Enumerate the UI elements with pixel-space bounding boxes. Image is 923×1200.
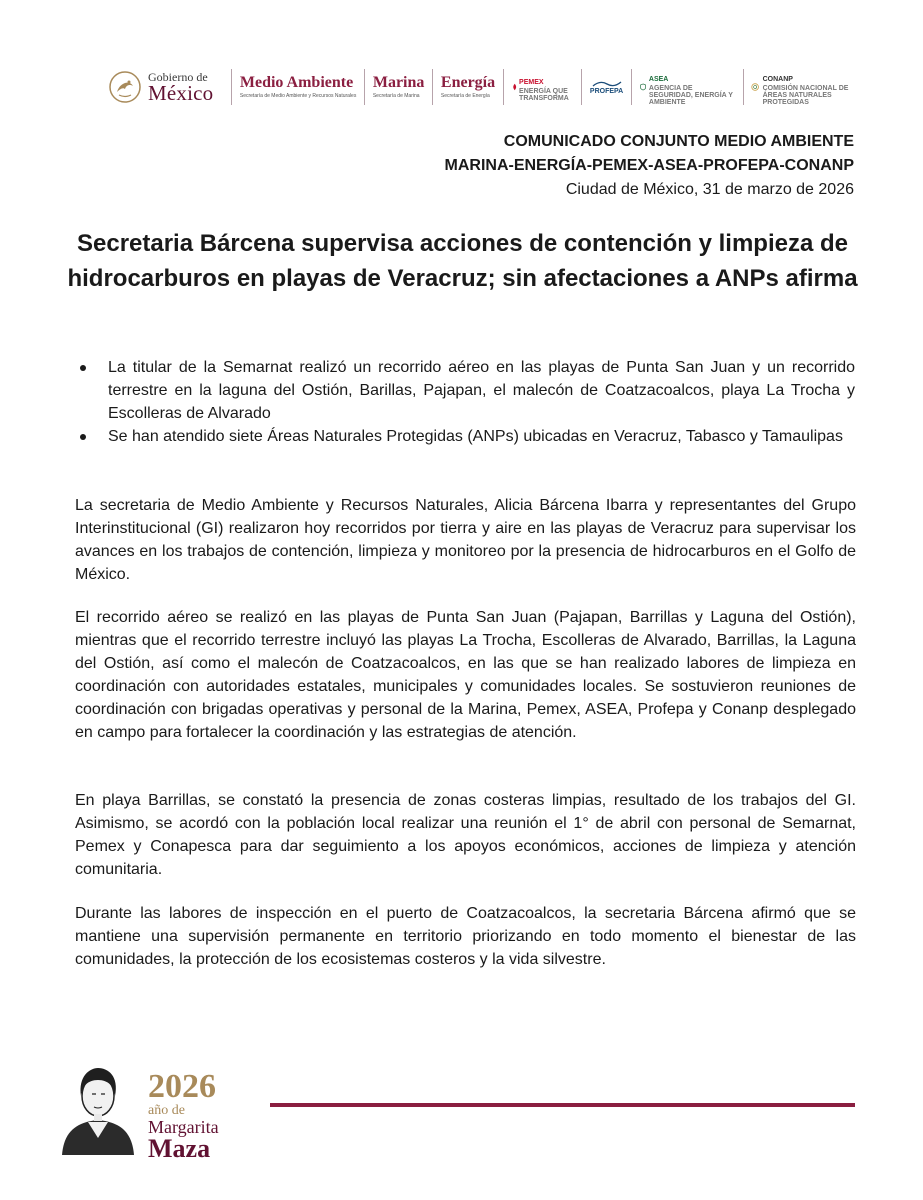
list-item bbox=[78, 425, 855, 448]
agency-sub: Secretaría de Medio Ambiente y Recursos Naturales bbox=[239, 93, 357, 99]
agency-name: Medio Ambiente bbox=[239, 74, 354, 91]
conanp-logo bbox=[751, 69, 868, 106]
profepa-logo bbox=[590, 80, 623, 95]
name-line-2: Maza bbox=[148, 1134, 211, 1163]
name-line-1: Margarita bbox=[148, 1117, 219, 1137]
communique-line-2: MARINA-ENERGÍA-PEMEX-ASEA-PROFEPA-CONANP bbox=[444, 157, 854, 174]
year-of-margarita-maza-emblem bbox=[148, 1070, 219, 1162]
divider bbox=[581, 69, 582, 105]
highlights-list bbox=[78, 356, 855, 448]
asea-shield-icon bbox=[640, 80, 646, 94]
asea-logo bbox=[640, 69, 735, 106]
pemex-text: PEMEX bbox=[519, 79, 544, 86]
pemex-logo bbox=[512, 72, 574, 102]
pemex-flame-icon bbox=[512, 81, 517, 93]
gobierno-de-mexico-logo bbox=[108, 64, 223, 110]
list-item bbox=[78, 356, 855, 425]
agency-name: Marina bbox=[372, 74, 425, 91]
divider bbox=[743, 69, 744, 105]
agency-logo-marina bbox=[373, 75, 425, 99]
gobierno-small-text: Gobierno de bbox=[148, 69, 208, 84]
agency-sub: Secretaría de Marina bbox=[372, 93, 420, 99]
communique-line-1: COMUNICADO CONJUNTO MEDIO AMBIENTE bbox=[503, 133, 854, 150]
divider bbox=[432, 69, 433, 105]
paragraph-4: Durante las labores de inspección en el puerto de Coatzacoalcos, la secretaria Bárcena afirmó que se mantiene una supervisión permanente en territorio priorizando en todo momento el bienestar de las comunidades, la protección de los ecosistemas costeros y la vida silvestre. bbox=[75, 905, 856, 968]
paragraph-2: El recorrido aéreo se realizó en las playas de Punta San Juan (Pajapan, Barrillas y Laguna del Ostión), mientras que el recorrido terrestre incluyó las playas La Trocha, Escolleras de Alvarado, Barrillas, la Laguna del Ostión, así como el malecón de Coatzacoalcos, en las que se han realizado labores de limpieza en coordinación con autoridades estatales, municipales y comunidades locales. Se sostuvieron reuniones de coordinación con brigadas operativas y personal de la Marina, Pemex, ASEA, Profepa y Conanp desplegado en campo para fortalecer la coordinación y las estrategias de atención. bbox=[75, 609, 856, 741]
divider bbox=[364, 69, 365, 105]
footer-rule bbox=[270, 1103, 855, 1107]
press-title: Secretaria Bárcena supervisa acciones de contención y limpieza de hidrocarburos en playas de Veracruz; sin afectaciones a ANPs afirma bbox=[67, 230, 858, 292]
list-item-text: La titular de la Semarnat realizó un recorrido aéreo en las playas de Punta San Juan y un recorrido terrestre en la laguna del Ostión, Barillas, Pajapan, el malecón de Coatzacoalcos, playa La Trocha y Escolleras de Alvarado bbox=[108, 359, 855, 422]
list-item-text: Se han atendido siete Áreas Naturales Protegidas (ANPs) ubicadas en Veracruz, Tabasco y Tamaulipas bbox=[108, 428, 843, 445]
agency-logo-medio-ambiente bbox=[240, 75, 356, 99]
mexico-eagle-emblem-icon bbox=[108, 68, 142, 106]
pemex-sub: ENERGÍA QUE TRANSFORMA bbox=[519, 88, 569, 102]
divider bbox=[231, 69, 232, 105]
logo-bar bbox=[108, 64, 868, 110]
divider bbox=[503, 69, 504, 105]
agency-name: Energía bbox=[440, 74, 496, 91]
divider bbox=[631, 69, 632, 105]
place-date: Ciudad de México, 31 de marzo de 2026 bbox=[565, 181, 854, 198]
conanp-text: CONANP bbox=[762, 75, 793, 83]
profepa-wave-icon bbox=[592, 80, 622, 88]
asea-text: ASEA bbox=[648, 75, 669, 83]
year-of-text: año de bbox=[148, 1103, 185, 1118]
paragraph-1: La secretaria de Medio Ambiente y Recursos Naturales, Alicia Bárcena Ibarra y representantes del Grupo Interinstitucional (GI) realizaron hoy recorridos por tierra y aire en las playas de Veracruz para supervisar los avances en los trabajos de contención, limpieza y monitoreo por la presencia de hidrocarburos en el Golfo de México. bbox=[75, 497, 856, 583]
paragraph-3: En playa Barrillas, se constató la presencia de zonas costeras limpias, resultado de los trabajos del GI. Asimismo, se acordó con la población local realizar una reunión el 1° de abril con personal de Semarnat, Pemex y Conapesca para dar seguimiento a los apoyos económicos, acciones de limpieza y atención comunitaria. bbox=[75, 792, 856, 878]
conanp-sub: COMISIÓN NACIONAL DE ÁREAS NATURALES PROTEGIDAS bbox=[762, 84, 849, 106]
agency-sub: Secretaría de Energía bbox=[440, 93, 490, 99]
gobierno-big-text: México bbox=[148, 80, 214, 105]
conanp-circle-icon bbox=[751, 79, 759, 95]
bullet-dot-icon bbox=[80, 365, 86, 371]
asea-sub: AGENCIA DE SEGURIDAD, ENERGÍA Y AMBIENTE bbox=[648, 84, 733, 106]
year-number: 2026 bbox=[148, 1068, 216, 1105]
margarita-maza-portrait-icon bbox=[48, 1060, 148, 1155]
agency-logo-energia bbox=[441, 75, 495, 99]
bullet-dot-icon bbox=[80, 434, 86, 440]
communique-heading bbox=[445, 130, 855, 202]
profepa-text: PROFEPA bbox=[589, 87, 624, 95]
